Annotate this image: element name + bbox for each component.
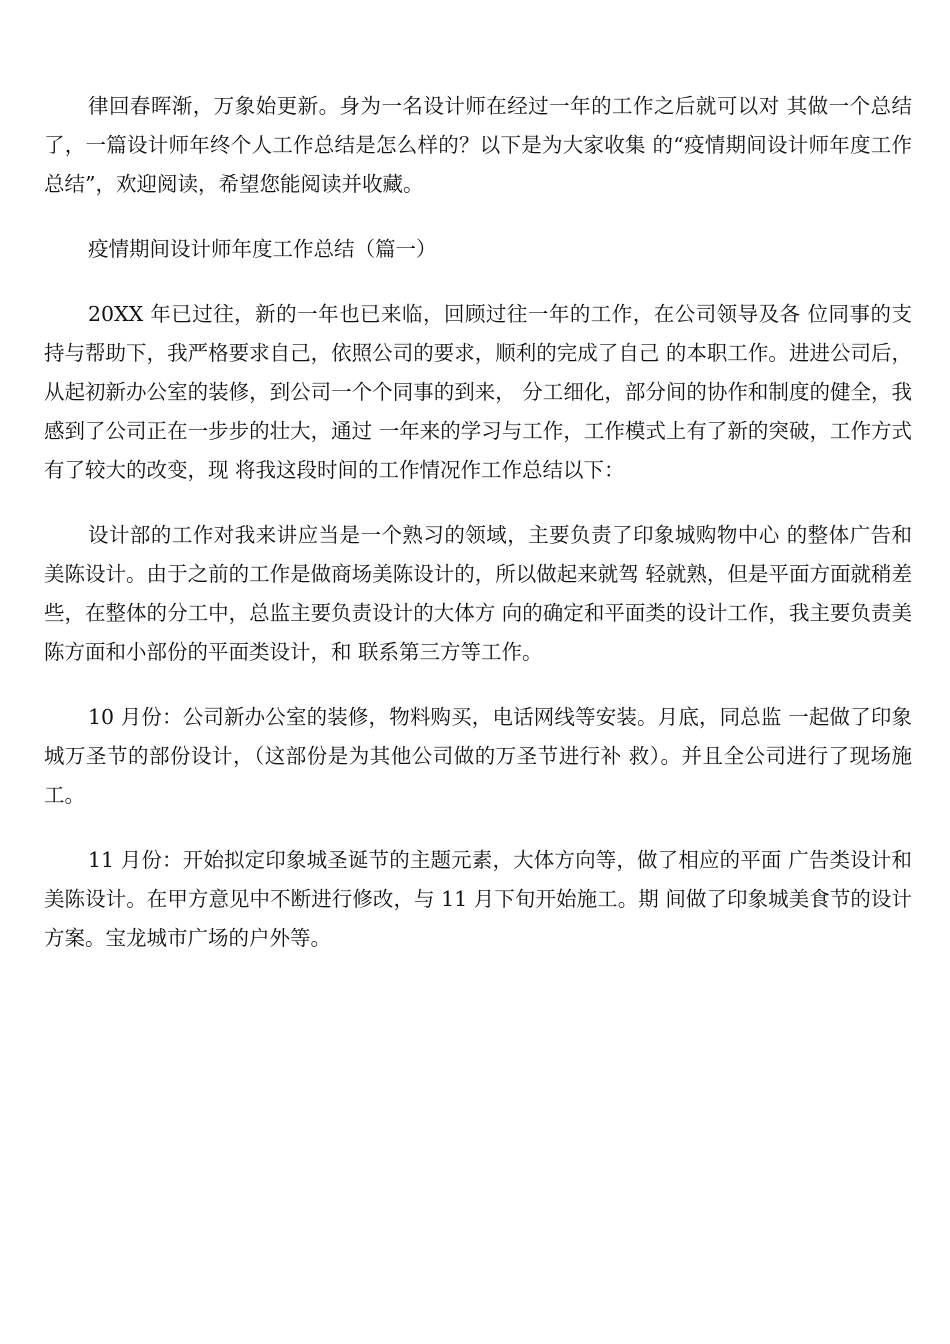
section-heading: 疫情期间设计师年度工作总结（篇一） (88, 237, 437, 261)
body-paragraph: 20XX 年已过往，新的一年也已来临，回顾过往一年的工作，在公司领导及各 位同事的支持与帮助下，我严格要求自己，依照公司的要求，顺利的完成了自己 的本职工作。进进公司后，从起初新办公室的装修，到公司一个个同事的到来， 分工细化，部分间的协作和制度的健全，我感到了公司正在一步步的壮大，通过 一年来的学习与工作，工作模式上有了新的突破，工作方式有了较大的改变，现 将我这段时间的工作情况作工作总结以下： (44, 302, 912, 482)
body-paragraph: 10 月份：公司新办公室的装修，物料购买，电话网线等安装。月底，同总监 一起做了印象城万圣节的部份设计，（这部份是为其他公司做的万圣节进行补 救）。并且全公司进行了现场施工。 (44, 705, 912, 807)
body-paragraph: 11 月份：开始拟定印象城圣诞节的主题元素，大体方向等，做了相应的平面 广告类设计和美陈设计。在甲方意见中不断进行修改，与 11 月下旬开始施工。期 间做了印象城美食节的设计方案。宝龙城市广场的户外等。 (44, 848, 912, 950)
body-paragraph: 设计部的工作对我来讲应当是一个熟习的领域，主要负责了印象城购物中心 的整体广告和美陈设计。由于之前的工作是做商场美陈设计的，所以做起来就驾 轻就熟，但是平面方面就稍差些，在整体的分工中，总监主要负责设计的大体方 向的确定和平面类的设计工作，我主要负责美陈方面和小部份的平面类设计，和 联系第三方等工作。 (44, 523, 912, 664)
intro-paragraph: 律回春晖渐，万象始更新。身为一名设计师在经过一年的工作之后就可以对 其做一个总结了，一篇设计师年终个人工作总结是怎么样的？以下是为大家收集 的“疫情期间设计师年度工作总结”，欢迎阅读，希望您能阅读并收藏。 (44, 94, 912, 196)
document-body (44, 87, 912, 984)
